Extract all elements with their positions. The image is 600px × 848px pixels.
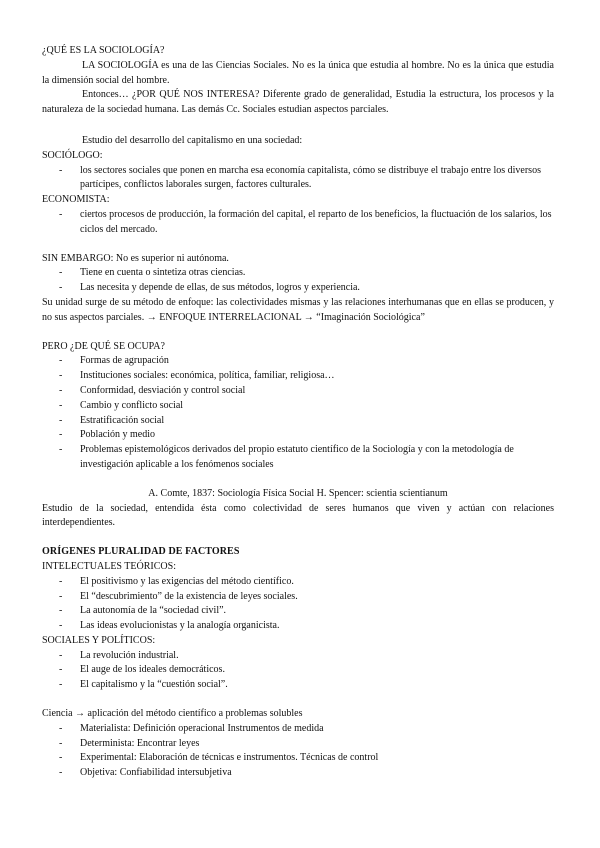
list-item xyxy=(42,649,554,664)
list-item xyxy=(42,354,554,369)
dash-bullet: - xyxy=(59,208,63,220)
list-item-text: Experimental: Elaboración de técnicas e instrumentos. Técnicas de control xyxy=(80,752,379,764)
list-item-text: Conformidad, desviación y control social xyxy=(80,384,246,396)
sociologo-label: SOCIÓLOGO: xyxy=(42,149,103,161)
spacer xyxy=(42,238,554,252)
list-item-text: La autonomía de la “sociedad civil”. xyxy=(80,605,227,617)
list-item xyxy=(42,722,554,737)
dash-bullet: - xyxy=(59,590,63,602)
intelectuales-label: INTELECTUALES TEÓRICOS: xyxy=(42,560,176,572)
list-item-text: Cambio y conflicto social xyxy=(80,399,184,411)
dash-bullet: - xyxy=(59,429,63,441)
spacer xyxy=(42,531,554,545)
dash-bullet: - xyxy=(59,384,63,396)
dash-bullet: - xyxy=(59,664,63,676)
origenes-heading: ORÍGENES PLURALIDAD DE FACTORES xyxy=(42,546,240,558)
economista-list xyxy=(42,208,554,238)
pero-list xyxy=(42,354,554,472)
sociales-list xyxy=(42,649,554,693)
unidad-paragraph: Su unidad surge de su método de enfoque: las colectividades mismas y las relaciones interhumanas que en ellas se producen, y no sus aspectos parciales. → ENFOQUE INTERRELACIONAL → “Imaginación Sociológica” xyxy=(42,296,554,323)
list-item xyxy=(42,590,554,605)
intro-paragraph-2: Entonces… ¿POR QUÉ NOS INTERESA? Diferente grado de generalidad, Estudia la estructura, los procesos y la naturaleza de la sociedad humana. Las demás Cc. Sociales estudian aspectos parciales. xyxy=(42,89,554,116)
list-item-text: La revolución industrial. xyxy=(80,649,179,661)
dash-bullet: - xyxy=(59,752,63,764)
dash-bullet: - xyxy=(59,164,63,176)
dash-bullet: - xyxy=(59,737,63,749)
dash-bullet: - xyxy=(59,370,63,382)
dash-bullet: - xyxy=(59,399,63,411)
spacer xyxy=(42,693,554,707)
list-item xyxy=(42,414,554,429)
list-item-text: Estratificación social xyxy=(80,414,165,426)
list-item xyxy=(42,384,554,399)
capitalism-line: Estudio del desarrollo del capitalismo en una sociedad: xyxy=(82,134,303,146)
list-item xyxy=(42,575,554,590)
sociologo-list xyxy=(42,164,554,194)
pero-label: PERO ¿DE QUÉ SE OCUPA? xyxy=(42,340,165,352)
list-item-text: El auge de los ideales democráticos. xyxy=(80,664,225,676)
dash-bullet: - xyxy=(59,679,63,691)
economista-label: ECONOMISTA: xyxy=(42,194,110,206)
list-item-text: El “descubrimiento” de la existencia de leyes sociales. xyxy=(80,590,298,602)
dash-bullet: - xyxy=(59,355,63,367)
list-item xyxy=(42,266,554,281)
list-item-text: Las ideas evolucionistas y la analogía organicista. xyxy=(80,620,280,632)
document-page xyxy=(42,44,554,781)
list-item xyxy=(42,369,554,384)
estudio-paragraph: Estudio de la sociedad, entendida ésta como colectividad de seres humanos que viven y actúan con relaciones interdependientes. xyxy=(42,502,554,529)
comte-line: A. Comte, 1837: Sociología Física Social H. Spencer: scientia scientianum xyxy=(148,487,448,499)
list-item xyxy=(42,604,554,619)
list-item-text: El positivismo y las exigencias del método científico. xyxy=(80,575,294,587)
intelectuales-list xyxy=(42,575,554,634)
dash-bullet: - xyxy=(59,649,63,661)
dash-bullet: - xyxy=(59,444,63,456)
list-item xyxy=(42,619,554,634)
list-item xyxy=(42,164,554,194)
dash-bullet: - xyxy=(59,282,63,294)
spacer xyxy=(42,473,554,487)
list-item xyxy=(42,663,554,678)
dash-bullet: - xyxy=(59,620,63,632)
dash-bullet: - xyxy=(59,722,63,734)
sin-embargo-list xyxy=(42,266,554,296)
ciencia-list xyxy=(42,722,554,781)
dash-bullet: - xyxy=(59,267,63,279)
dash-bullet: - xyxy=(59,767,63,779)
list-item-text: Instituciones sociales: económica, política, familiar, religiosa… xyxy=(80,370,335,382)
sociales-label: SOCIALES Y POLÍTICOS: xyxy=(42,634,156,646)
list-item-text: Determinista: Encontrar leyes xyxy=(80,737,200,749)
spacer xyxy=(42,326,554,340)
sin-embargo-label: SIN EMBARGO: No es superior ni autónoma. xyxy=(42,252,229,264)
list-item-text: Tiene en cuenta o sintetiza otras ciencias. xyxy=(80,267,246,279)
list-item xyxy=(42,678,554,693)
list-item xyxy=(42,737,554,752)
dash-bullet: - xyxy=(59,605,63,617)
list-item-text: ciertos procesos de producción, la formación del capital, el reparto de los beneficios, la fluctuación de los salarios, los ciclos del mercado. xyxy=(80,208,552,235)
list-item-text: los sectores sociales que ponen en marcha esa economía capitalista, cómo se distribuye el trabajo entre los diversos partícipes, conflictos laborales surgen, factores culturales. xyxy=(80,164,541,191)
list-item-text: Materialista: Definición operacional Instrumentos de medida xyxy=(80,722,324,734)
list-item xyxy=(42,443,554,473)
intro-paragraph-1: LA SOCIOLOGÍA es una de las Ciencias Sociales. No es la única que estudia al hombre. No es la única que estudia la dimensión social del hombre. xyxy=(42,59,554,86)
list-item-text: Problemas epistemológicos derivados del propio estatuto científico de la Sociología y con la metodología de investigación aplicable a los fenómenos sociales xyxy=(80,444,514,470)
dash-bullet: - xyxy=(59,575,63,587)
list-item xyxy=(42,281,554,296)
list-item-text: Población y medio xyxy=(80,429,155,441)
spacer xyxy=(42,118,554,134)
list-item xyxy=(42,751,554,766)
list-item xyxy=(42,766,554,781)
list-item xyxy=(42,208,554,238)
list-item-text: El capitalismo y la “cuestión social”. xyxy=(80,679,228,691)
list-item-text: Las necesita y depende de ellas, de sus métodos, logros y experiencia. xyxy=(80,282,360,294)
ciencia-line: Ciencia → aplicación del método científico a problemas solubles xyxy=(42,708,303,720)
list-item xyxy=(42,428,554,443)
dash-bullet: - xyxy=(59,414,63,426)
list-item-text: Formas de agrupación xyxy=(80,355,169,367)
list-item xyxy=(42,399,554,414)
doc-title: ¿QUÉ ES LA SOCIOLOGÍA? xyxy=(42,45,165,56)
list-item-text: Objetiva: Confiabilidad intersubjetiva xyxy=(80,767,232,779)
